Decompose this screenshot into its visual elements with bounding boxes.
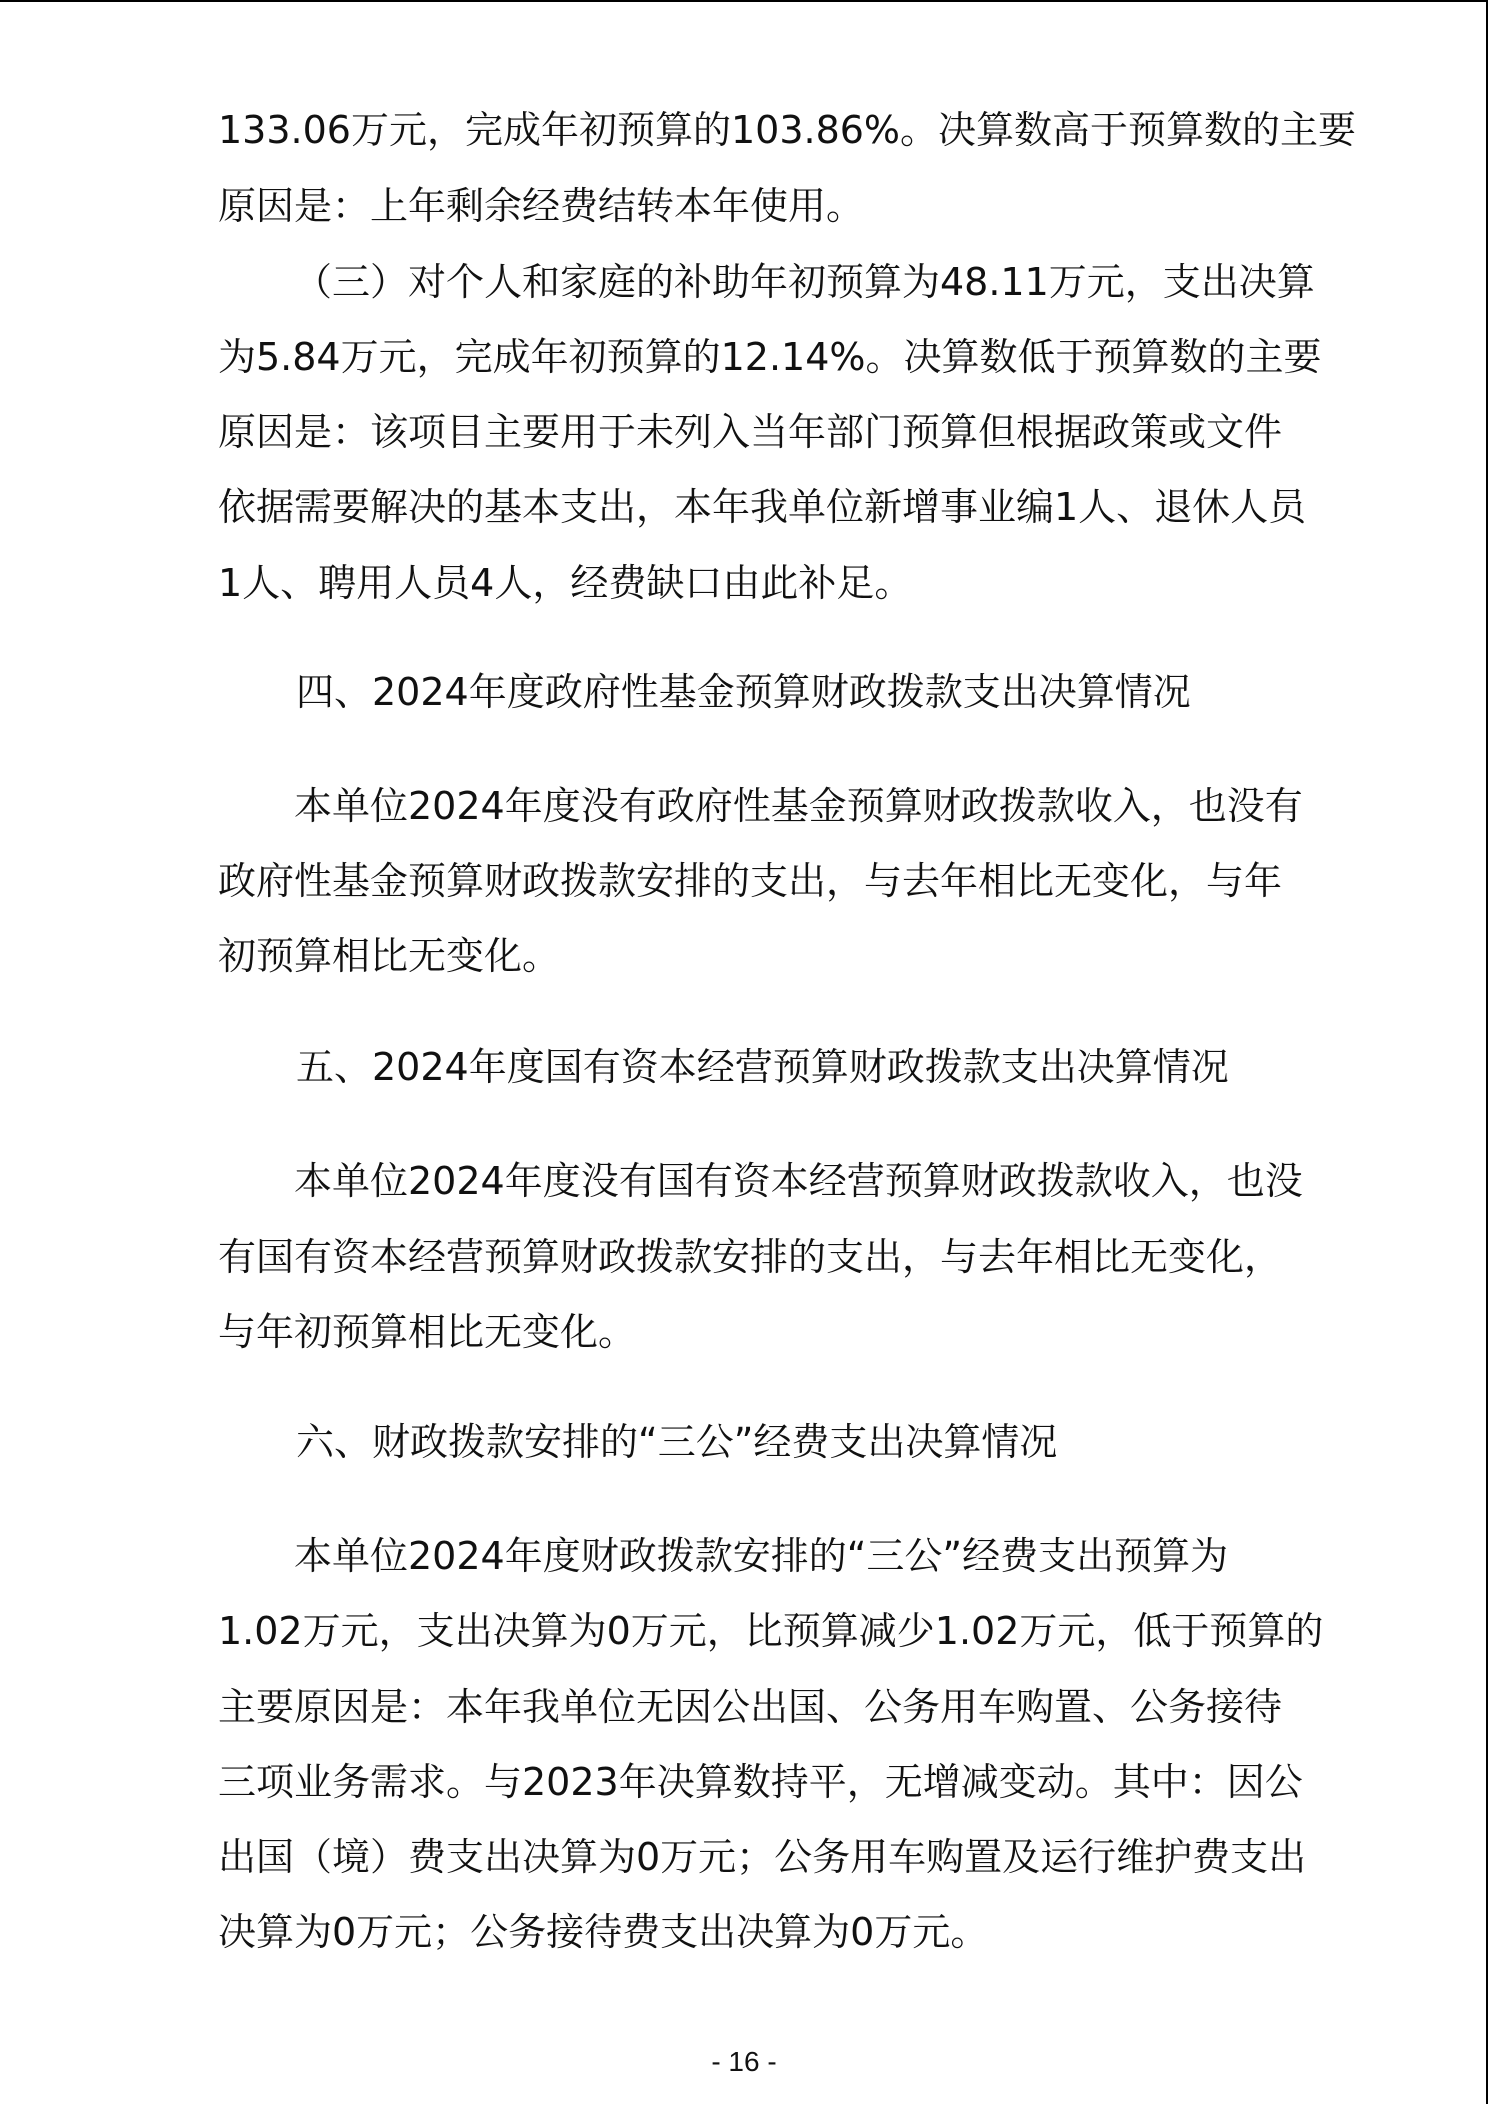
paragraph-line: 政府性基金预算财政拨款安排的支出，与去年相比无变化，与年 <box>218 859 1283 903</box>
section-heading-4: 四、2024年度政府性基金预算财政拨款支出决算情况 <box>296 670 1191 714</box>
paragraph-line: 决算为0万元；公务接待费支出决算为0万元。 <box>218 1910 989 1954</box>
section-heading-5: 五、2024年度国有资本经营预算财政拨款支出决算情况 <box>296 1045 1229 1089</box>
paragraph-line: 三项业务需求。与2023年决算数持平，无增减变动。其中：因公 <box>218 1760 1303 1804</box>
paragraph-line: 1.02万元，支出决算为0万元，比预算减少1.02万元，低于预算的 <box>218 1609 1324 1653</box>
paragraph-line: 本单位2024年度没有国有资本经营预算财政拨款收入，也没 <box>294 1159 1303 1203</box>
section-heading-6: 六、财政拨款安排的“三公”经费支出决算情况 <box>296 1420 1058 1464</box>
paragraph-line: 本单位2024年度没有政府性基金预算财政拨款收入，也没有 <box>294 784 1303 828</box>
paragraph-line: 出国（境）费支出决算为0万元；公务用车购置及运行维护费支出 <box>218 1835 1307 1879</box>
paragraph-line: 主要原因是：本年我单位无因公出国、公务用车购置、公务接待 <box>218 1685 1283 1729</box>
page-number: - 16 - <box>711 2046 777 2077</box>
paragraph-line: 原因是：该项目主要用于未列入当年部门预算但根据政策或文件 <box>218 410 1283 454</box>
paragraph-line: 依据需要解决的基本支出，本年我单位新增事业编1人、退休人员 <box>218 485 1307 529</box>
paragraph-line: 1人、聘用人员4人，经费缺口由此补足。 <box>218 561 913 605</box>
paragraph-line: 与年初预算相比无变化。 <box>218 1310 637 1354</box>
paragraph-line: 有国有资本经营预算财政拨款安排的支出，与去年相比无变化， <box>218 1235 1283 1279</box>
paragraph-line: 原因是：上年剩余经费结转本年使用。 <box>218 184 865 228</box>
paragraph-line: 初预算相比无变化。 <box>218 934 561 978</box>
paragraph-line: 133.06万元，完成年初预算的103.86%。决算数高于预算数的主要 <box>218 108 1357 152</box>
paragraph-line: （三）对个人和家庭的补助年初预算为48.11万元，支出决算 <box>294 260 1315 304</box>
paragraph-line: 为5.84万元，完成年初预算的12.14%。决算数低于预算数的主要 <box>218 335 1322 379</box>
paragraph-line: 本单位2024年度财政拨款安排的“三公”经费支出预算为 <box>294 1534 1229 1578</box>
